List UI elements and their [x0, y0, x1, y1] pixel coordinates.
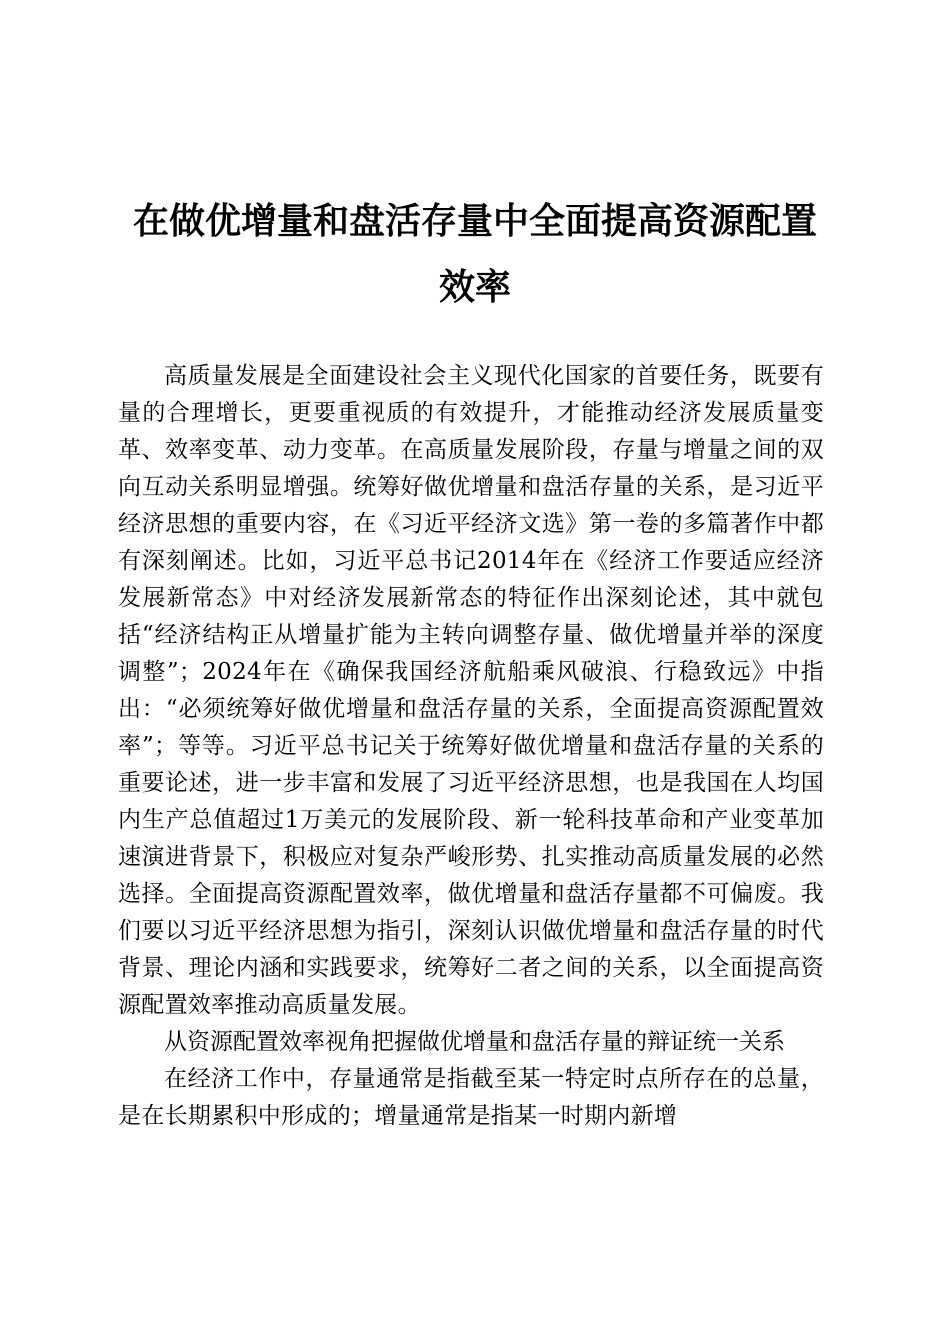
document-title: 在做优增量和盘活存量中全面提高资源配置效率 — [132, 200, 817, 308]
intro-paragraph: 高质量发展是全面建设社会主义现代化国家的首要任务，既要有量的合理增长，更要重视质的有效提升，才能推动经济发展质量变革、效率变革、动力变革。在高质量发展阶段，存量与增量之间的双向互动关系明显增强。统筹好做优增量和盘活存量的关系，是习近平经济思想的重要内容，在《习近平经济文选》第一卷的多篇著作中都有深刻阐述。比如，习近平总书记2014年在《经济工作要适应经济发展新常态》中对经济发展新常态的特征作出深刻论述，其中就包括“经济结构正从增量扩能为主转向调整存量、做优增量并举的深度调整”；2024年在《确保我国经济航船乘风破浪、行稳致远》中指出：“必须统筹好做优增量和盘活存量的关系，全面提高资源配置效率”；等等。习近平总书记关于统筹好做优增量和盘活存量的关系的重要论述，进一步丰富和发展了习近平经济思想，也是我国在人均国内生产总值超过1万美元的发展阶段、新一轮科技革命和产业变革加速演进背景下，积极应对复杂严峻形势、扎实推动高质量发展的必然选择。全面提高资源配置效率，做优增量和盘活存量都不可偏废。我们要以习近平经济思想为指引，深刻认识做优增量和盘活存量的时代背景、理论内涵和实践要求，统筹好二者之间的关系，以全面提高资源配置效率推动高质量发展。 — [118, 363, 824, 1018]
section-heading: 从资源配置效率视角把握做优增量和盘活存量的辩证统一关系 — [164, 1029, 785, 1055]
section-paragraph: 在经济工作中，存量通常是指截至某一特定时点所存在的总量，是在长期累积中形成的；增量通常是指某一时期内新增 — [118, 1066, 824, 1129]
document-body — [118, 358, 824, 1135]
